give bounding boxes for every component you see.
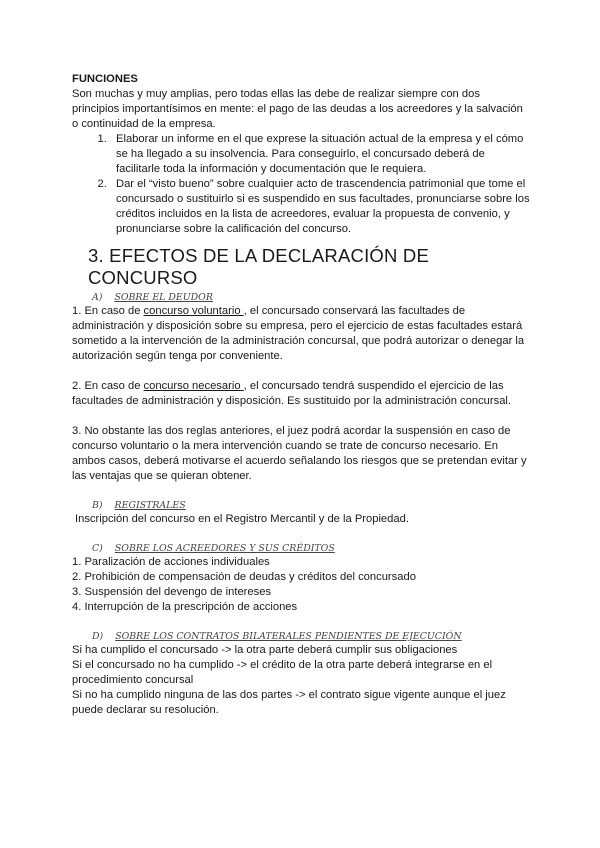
paragraph-reglas: 3. No obstante las dos reglas anteriores, el juez podrá acordar la suspensión en caso de concurso voluntario o la mera intervención cuando se trate de concurso necesario. En ambos casos, deberá motivarse el acuerdo señalando los riesgos que se pretendan evitar y las ventajas que se quieran obtener. [72,425,527,482]
list-item: 4. Interrupción de la prescripción de acciones [72,601,298,613]
funciones-item: 2. Dar el “visto bueno” sobre cualquier acto de trascendencia patrimonial que tome el concursado o sustituirlo si es suspendido en sus facultades, pronunciarse sobre los créditos incluidos en la lista de acreedores, evaluar la propuesta de convenio, y pronunciarse sobre la calificación del concurso. [110,177,530,237]
list-item: 1. Paralización de acciones individuales [72,556,270,568]
section-title: 3. EFECTOS DE LA DECLARACIÓN DE CONCURSO [88,245,430,288]
document-content [72,72,530,718]
list-item: 2. Prohibición de compensación de deudas y créditos del concursado [72,571,416,583]
contract-line: Si el concursado no ha cumplido -> el crédito de la otra parte deberá integrarse en el procedimiento concursal [72,659,493,686]
funciones-intro: Son muchas y muy amplias, pero todas ellas las debe de realizar siempre con dos principios importantísimos en mente: el pago de las deudas a los acreedores y la salvación o continuidad de la empresa. [72,88,523,130]
paragraph-concurso-necesario: 2. En caso de concurso necesario , el concursado tendrá suspendido el ejercicio de las facultades de administración y disposición. Es sustituido por la administración concursal. [72,380,512,407]
subsection-b-heading: B) REGISTRALES [92,500,186,511]
list-item: 3. Suspensión del devengo de intereses [72,586,272,598]
contract-line: Si no ha cumplido ninguna de las dos partes -> el contrato sigue vigente aunque el juez puede declarar su resolución. [72,689,506,716]
concurso-voluntario-term: concurso voluntario [143,305,244,317]
funciones-item: 1. Elaborar un informe en el que exprese la situación actual de la empresa y el cómo se ha llegado a su insolvencia. Para conseguirlo, el concursado deberá de facilitarle toda la información y documentación que le requiera. [110,132,530,177]
paragraph-concurso-voluntario: 1. En caso de concurso voluntario , el concursado conservará las facultades de administración y disposición sobre su empresa, pero el ejercicio de estas facultades estará sometido a la intervención de la administración concursal, que podrá autorizar o denegar la autorización según tenga por conveniente. [72,305,525,362]
subsection-d-heading: D) SOBRE LOS CONTRATOS BILATERALES PENDIENTES DE EJECUCIÓN [92,631,462,642]
subsection-c-heading: C) SOBRE LOS ACREEDORES Y SUS CRÉDITOS [92,543,335,554]
funciones-list [72,132,530,237]
registrales-text: Inscripción del concurso en el Registro Mercantil y de la Propiedad. [75,513,409,525]
concurso-necesario-term: concurso necesario [143,380,244,392]
contract-line: Si ha cumplido el concursado -> la otra parte deberá cumplir sus obligaciones [72,644,458,656]
subsection-a-heading: A) SOBRE EL DEUDOR [92,292,213,303]
funciones-heading: FUNCIONES [72,73,138,85]
